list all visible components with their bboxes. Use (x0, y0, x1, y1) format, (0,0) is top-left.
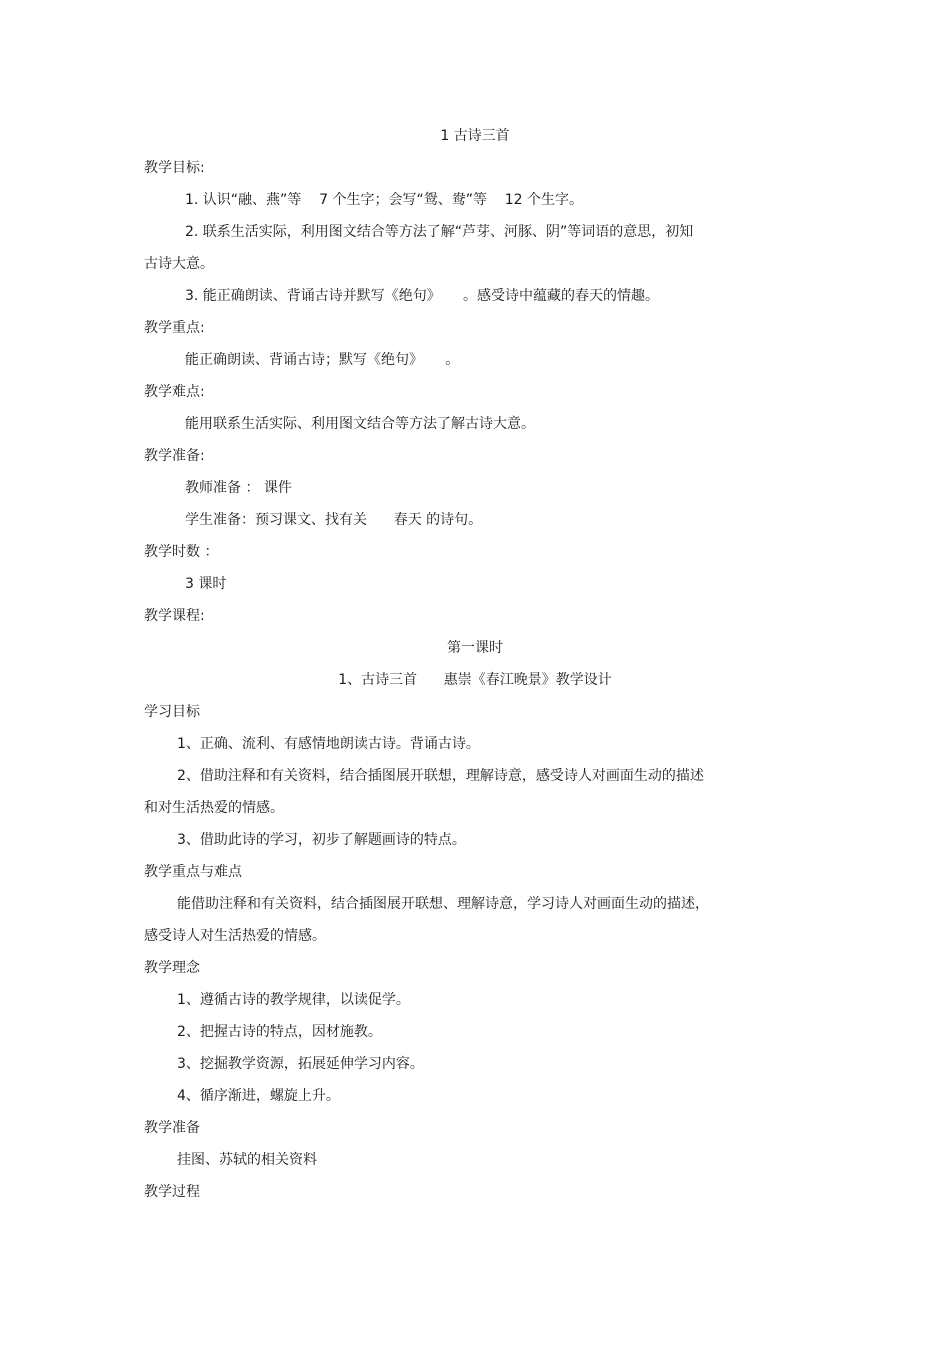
process-heading: 教学过程 (144, 1184, 200, 1200)
difficulty-text: 能用联系生活实际、利用图文结合等方法了解古诗大意。 (185, 416, 535, 432)
key-difficulty-heading: 教学重点与难点 (144, 864, 242, 880)
goal-1: 1. 认识“融、燕”等 7 个生字；会写“鸳、鸯”等 12 个生字。 (185, 192, 584, 208)
key-heading: 教学重点: (144, 320, 205, 336)
student-prep: 学生准备：预习课文、找有关 春天 的诗句。 (185, 512, 483, 528)
document-title: 1 古诗三首 (440, 128, 510, 144)
goals-heading: 教学目标: (144, 160, 205, 176)
lesson-title: 第一课时 (447, 640, 503, 656)
lesson-subtitle: 1、古诗三首 惠崇《春江晚景》教学设计 (338, 672, 612, 688)
goal-3: 3. 能正确朗读、背诵古诗并默写《绝句》 。感受诗中蕴藏的春天的情趣。 (185, 288, 660, 304)
prep2-text: 挂图、苏轼的相关资料 (177, 1152, 317, 1168)
study-goal-2-line-1: 2、借助注释和有关资料，结合插图展开联想，理解诗意，感受诗人对画面生动的描述 (177, 768, 704, 784)
hours-heading: 教学时数 ： (144, 544, 219, 560)
concept-1: 1、遵循古诗的教学规律，以读促学。 (177, 992, 410, 1008)
study-goal-2-line-2: 和对生活热爱的情感。 (144, 800, 284, 816)
teacher-prep: 教师准备 ： 课件 (185, 480, 292, 496)
concept-3: 3、挖掘教学资源，拓展延伸学习内容。 (177, 1056, 424, 1072)
course-heading: 教学课程: (144, 608, 205, 624)
concept-2: 2、把握古诗的特点，因材施教。 (177, 1024, 382, 1040)
key-difficulty-line-2: 感受诗人对生活热爱的情感。 (144, 928, 326, 944)
study-goal-3: 3、借助此诗的学习，初步了解题画诗的特点。 (177, 832, 466, 848)
hours-value: 3 课时 (185, 576, 227, 592)
concept-4: 4、循序渐进，螺旋上升。 (177, 1088, 340, 1104)
prep-heading: 教学准备: (144, 448, 205, 464)
prep2-heading: 教学准备 (144, 1120, 200, 1136)
concept-heading: 教学理念 (144, 960, 200, 976)
study-goal-1: 1、正确、流利、有感情地朗读古诗。背诵古诗。 (177, 736, 480, 752)
goal-2-line-1: 2. 联系生活实际，利用图文结合等方法了解“芦芽、河豚、阴”等词语的意思，初知 (185, 224, 694, 240)
study-goal-heading: 学习目标 (144, 704, 200, 720)
key-difficulty-line-1: 能借助注释和有关资料，结合插图展开联想、理解诗意，学习诗人对画面生动的描述， (177, 896, 709, 912)
key-text: 能正确朗读、背诵古诗；默写《绝句》 。 (185, 352, 460, 368)
goal-2-line-2: 古诗大意。 (144, 256, 214, 272)
difficulty-heading: 教学难点: (144, 384, 205, 400)
